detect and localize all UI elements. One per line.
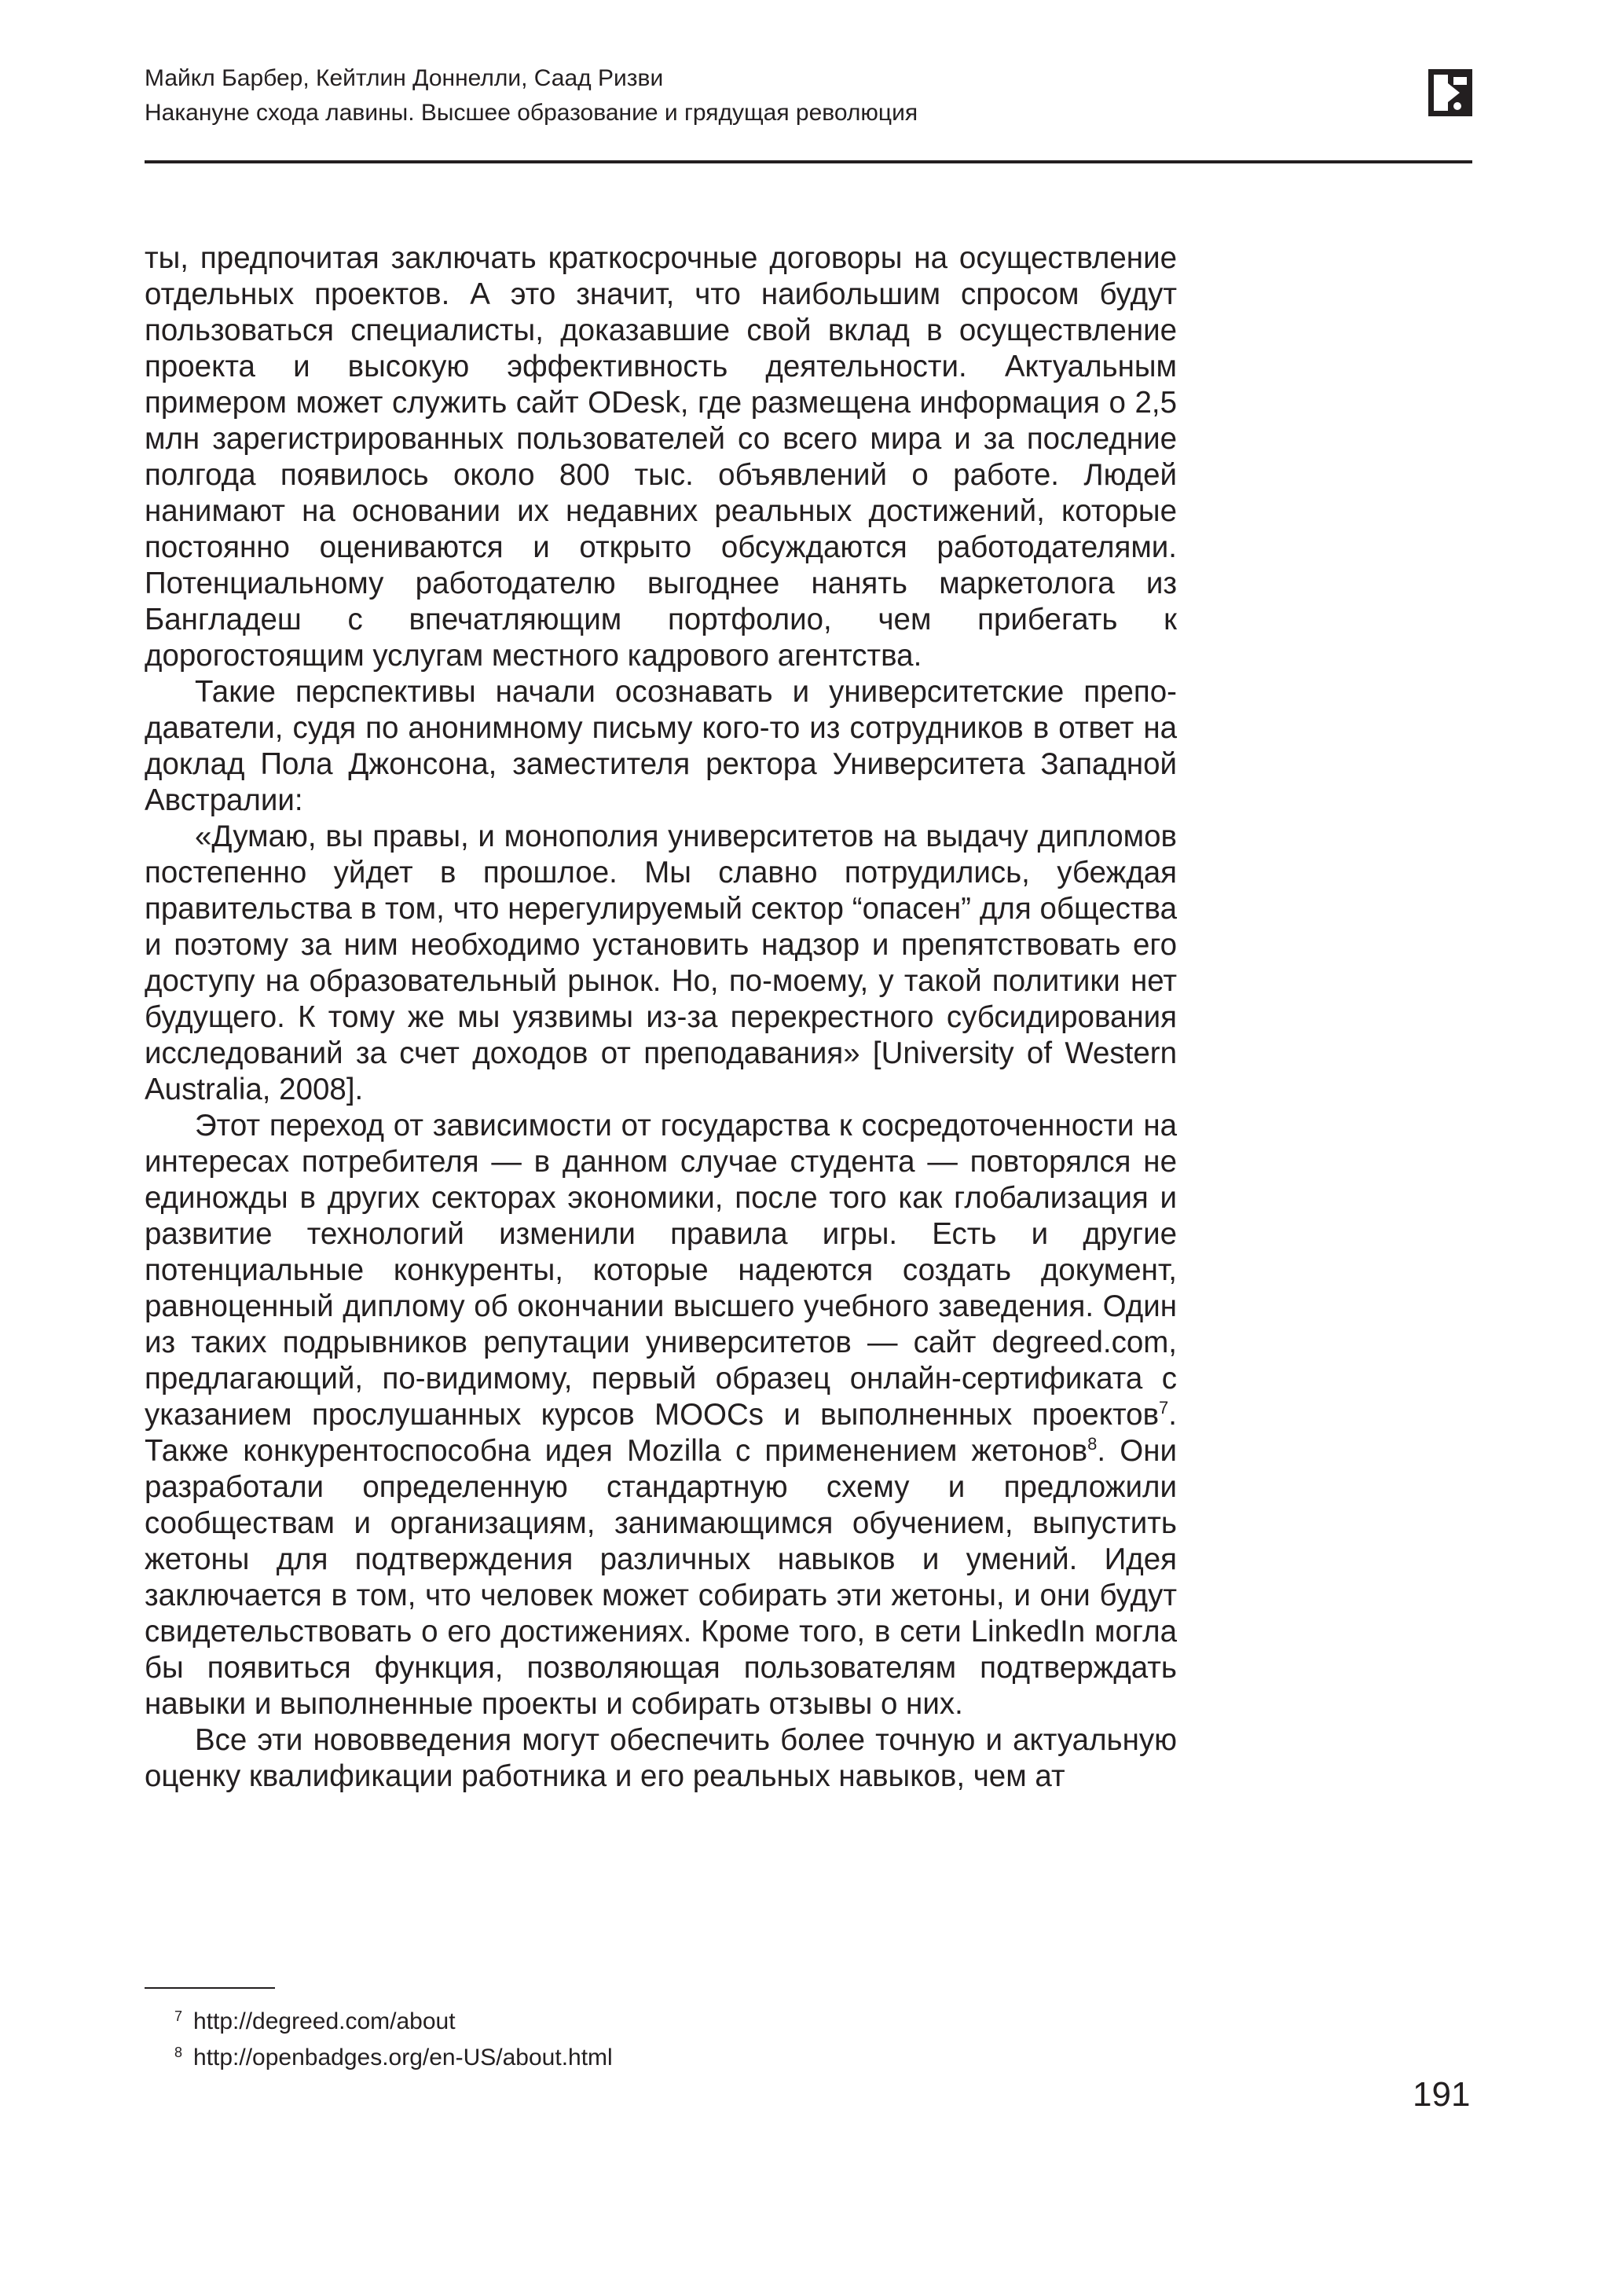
footnote-7 [174, 2004, 613, 2040]
publisher-logo-icon [1428, 69, 1472, 116]
paragraph-1: ты, предпочитая заключать краткосрочные договоры на осуществление отдельных проектов. А это значит, что наибольшим спросом будут пользоваться специалисты, доказавшие свой вклад в осуществление проекта и высокую эффективность деятельности. Актуальным примером может служить сайт ODesk, где размещена информация о 2,5 млн зарегистрированных пользователей со всего мира и за последние полгода появилось около 800 тыс. объявлений о работе. Людей нанимают на основании их недавних реальных достижений, которые постоянно оцениваются и открыто обсуждаются работодателями. Потенциальному работодателю выгоднее нанять маркетолога из Бангладеш с впечатляющим портфолио, чем прибегать к дорогостоящим услугам местного кадрового агентства. [145, 241, 1177, 673]
page-number: 191 [1413, 2075, 1471, 2114]
footnote-8 [174, 2040, 613, 2076]
header-rule [145, 160, 1472, 163]
quote-paragraph: «Думаю, вы правы, и монополия университетов на выдачу дипломов постепенно уйдет в прошлое. Мы славно потрудились, убеждая правительства в том, что нерегулируемый сектор “опасен” для общества и поэтому за ним необходимо установить надзор и препятствовать его доступу на образовательный рынок. Но, по-моему, у такой политики нет будущего. К тому же мы уязвимы из-за перекрестного субсидирования исследований за счет доходов от преподавания» [University of Western Australia, 2008]. [145, 820, 1177, 1106]
footnote-ref-8[interactable]: 8 [1087, 1434, 1098, 1454]
paragraph-4-text-c: . Они разработали определенную стандартную схему и предложили сообществам и организациям, занимающимся обучением, выпустить жетоны для подтверждения различных навыков и умений. Идея заключается в том, что человек может собирать эти жетоны, и они будут свидетельствовать о его достижениях. Кроме того, в сети LinkedIn могла бы появиться функция, позволяющая пользователям подтверждать навыки и выполненные проекты и собирать отзывы о них. [145, 1434, 1177, 1721]
footnote-rule [145, 1987, 275, 1989]
footnote-link[interactable]: http://openbadges.org/en-US/about.html [193, 2045, 613, 2070]
footnote-ref-7[interactable]: 7 [1159, 1398, 1169, 1418]
running-header-title: Накануне схода лавины. Высшее образование и грядущая революция [145, 100, 918, 126]
paragraph-4-text-b: . Также конкурентоспособна идея Mozilla с применением жетонов [145, 1398, 1177, 1468]
footnote-marker: 7 [174, 2008, 183, 2024]
paragraph-5: Все эти нововведения могут обеспечить более точную и актуальную оценку квалификации работника и его реальных навыков, чем ат [145, 1723, 1177, 1793]
footnote-link[interactable]: http://degreed.com/about [193, 2008, 456, 2034]
paragraph-4-text-a: Этот переход от зависимости от государства к сосредоточенности на интересах потребителя — в данном случае студента — повторялся не единожды в других секторах экономики, после того как глобализация и развитие технологий изменили правила игры. Есть и другие потенциальные конкуренты, которые надеются создать документ, равноценный диплому об окончании высшего учебного заведения. Один из таких подрывников репутации университетов — сайт degreed.com, предлагающий, по-видимому, первый образец онлайн-сертификата с указанием прослушанных курсов MOOCs и выполненных проектов [145, 1109, 1177, 1432]
main-text [145, 240, 1177, 1795]
running-header-authors: Майкл Барбер, Кейтлин Доннелли, Саад Ризви [145, 65, 664, 91]
paragraph-4 [145, 1108, 1177, 1722]
footnotes [174, 2004, 613, 2076]
paragraph-2: Такие перспективы начали осознавать и университетские преподаватели, судя по анонимному письму кого-то из сотрудников в ответ на доклад Пола Джонсона, заместителя ректора Университета Западной Австралии: [145, 675, 1177, 817]
footnote-marker: 8 [174, 2045, 183, 2060]
running-header [145, 61, 1472, 130]
